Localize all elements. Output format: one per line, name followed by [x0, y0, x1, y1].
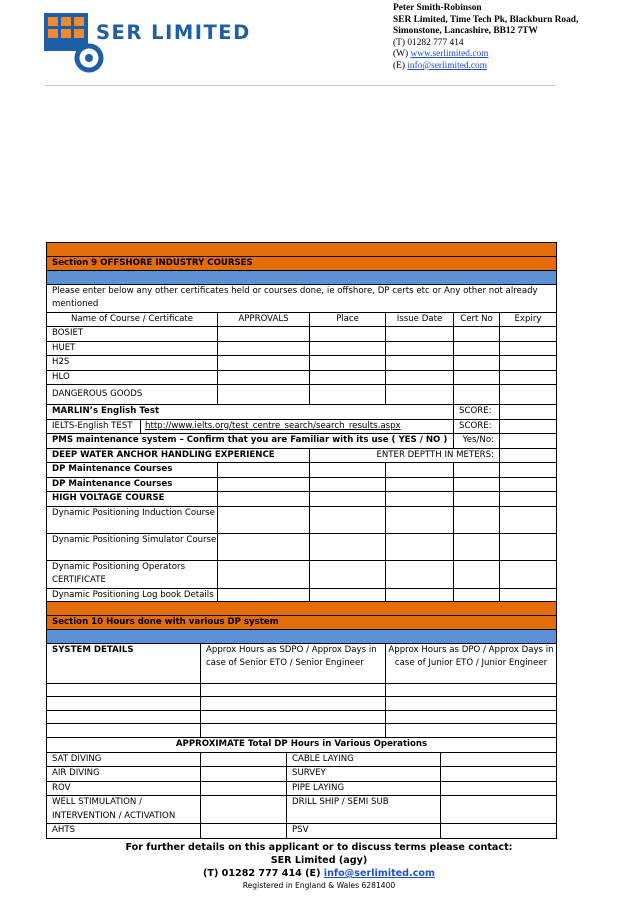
table-row — [47, 385, 557, 405]
section-10-table — [46, 601, 557, 738]
row-label-pms: PMS maintenance system – Confirm that you are Familiar with its use ( YES / NO ) — [47, 434, 454, 449]
issue-date-field[interactable] — [386, 463, 454, 478]
table-row — [47, 767, 557, 782]
expiry-field[interactable] — [500, 356, 557, 371]
approvals-field[interactable] — [218, 356, 310, 371]
expiry-field[interactable] — [500, 327, 557, 342]
issue-date-field[interactable] — [386, 385, 454, 405]
approvals-field[interactable] — [218, 327, 310, 342]
approvals-field[interactable] — [218, 506, 310, 533]
issue-date-field[interactable] — [386, 477, 454, 492]
operations-title: APPROXIMATE Total DP Hours in Various Operations — [47, 738, 557, 753]
place-field[interactable] — [310, 463, 386, 478]
footer-line-1: For further details on this applicant or to discuss terms please contact: — [125, 842, 513, 853]
op-label: AHTS — [47, 824, 201, 839]
row-label-dp-maintenance-2: DP Maintenance Courses — [47, 477, 218, 492]
op-hours-field[interactable] — [201, 796, 287, 824]
op-label: WELL STIMULATION / INTERVENTION / ACTIVATION — [47, 796, 201, 824]
footer-email-link[interactable]: info@serlimited.com — [323, 868, 435, 879]
approvals-field[interactable] — [218, 463, 310, 478]
issue-date-field[interactable] — [386, 492, 454, 507]
table-row — [47, 477, 557, 492]
phone-line: (T) 01282 777 414 — [393, 37, 464, 48]
op-label: PIPE LAYING — [287, 781, 441, 796]
op-label: AIR DIVING — [47, 767, 201, 782]
sdpo-hours-field[interactable] — [201, 683, 386, 697]
op-hours-field[interactable] — [441, 824, 557, 839]
email-link[interactable]: info@serlimited.com — [407, 60, 488, 71]
col-system-details: SYSTEM DETAILS — [47, 643, 201, 683]
expiry-field[interactable] — [500, 506, 557, 533]
web-link[interactable]: www.serlimited.com — [410, 49, 489, 60]
issue-date-field[interactable] — [386, 356, 454, 371]
web-prefix: (W) — [393, 49, 411, 60]
system-field[interactable] — [47, 710, 201, 724]
row-label-hlo: HLO — [47, 370, 218, 385]
op-hours-field[interactable] — [201, 824, 287, 839]
depth-field[interactable] — [500, 448, 557, 463]
row-label-marlin: MARLIN’s English Test — [47, 405, 454, 420]
place-field[interactable] — [310, 506, 386, 533]
sdpo-hours-field[interactable] — [201, 710, 386, 724]
section-9-table — [46, 242, 557, 616]
table-row — [47, 419, 557, 434]
table-row — [47, 724, 557, 738]
table-row — [47, 492, 557, 507]
header-contact — [393, 3, 578, 73]
approvals-field[interactable] — [218, 533, 310, 560]
table-row — [47, 356, 557, 371]
op-label: CABLE LAYING — [287, 752, 441, 767]
system-field[interactable] — [47, 683, 201, 697]
system-field[interactable] — [47, 697, 201, 711]
expiry-field[interactable] — [500, 385, 557, 405]
op-hours-field[interactable] — [201, 752, 287, 767]
issue-date-field[interactable] — [386, 341, 454, 356]
dwah-depth-label: ENTER DEPTTH IN METERS: — [310, 448, 500, 463]
section-9-header — [47, 256, 557, 271]
dpo-hours-field[interactable] — [386, 724, 557, 738]
table-row — [47, 560, 557, 588]
table-row — [47, 824, 557, 839]
row-label-huet: HUET — [47, 341, 218, 356]
marlin-score-label: SCORE: — [454, 405, 500, 420]
expiry-field[interactable] — [500, 370, 557, 385]
row-label-bosiet: BOSIET — [47, 327, 218, 342]
ielts-link[interactable]: http://www.ielts.org/test_centre_search/search_results.aspx — [145, 420, 401, 431]
expiry-field[interactable] — [500, 492, 557, 507]
table-row — [47, 506, 557, 533]
table-row — [47, 434, 557, 449]
col-dpo-hours: Approx Hours as DPO / Approx Days in case of Junior ETO / Junior Engineer — [386, 643, 557, 683]
approvals-field[interactable] — [218, 560, 310, 588]
footer-phone: (T) 01282 777 414 (E) — [203, 868, 324, 879]
section-10-title: Section 10 Hours done with various DP system — [47, 615, 557, 630]
issue-date-field[interactable] — [386, 370, 454, 385]
email-line — [393, 61, 578, 73]
cert-no-field[interactable] — [454, 506, 500, 533]
column-headers — [47, 312, 557, 327]
op-hours-field[interactable] — [441, 796, 557, 824]
column-headers — [47, 643, 557, 683]
approvals-field[interactable] — [218, 477, 310, 492]
op-hours-field[interactable] — [441, 767, 557, 782]
sdpo-hours-field[interactable] — [201, 697, 386, 711]
place-field[interactable] — [310, 492, 386, 507]
expiry-field[interactable] — [500, 560, 557, 588]
issue-date-field[interactable] — [386, 560, 454, 588]
dpo-hours-field[interactable] — [386, 710, 557, 724]
web-line — [393, 49, 578, 61]
place-field[interactable] — [310, 370, 386, 385]
section-10-header — [47, 615, 557, 630]
issue-date-field[interactable] — [386, 506, 454, 533]
section-9-title: Section 9 OFFSHORE INDUSTRY COURSES — [47, 256, 557, 271]
row-label-high-voltage: HIGH VOLTAGE COURSE — [47, 492, 218, 507]
section-divider — [47, 602, 557, 616]
header-divider — [45, 85, 556, 86]
place-field[interactable] — [310, 533, 386, 560]
table-row — [47, 327, 557, 342]
address-line-1: SER Limited, Time Tech Pk, Blackburn Road, — [393, 14, 579, 25]
table-row — [47, 796, 557, 824]
table-row — [47, 405, 557, 420]
table-row — [47, 448, 557, 463]
company-logo — [44, 13, 259, 75]
blue-bar — [47, 271, 557, 285]
logo-mark-icon — [44, 13, 104, 75]
place-field[interactable] — [310, 477, 386, 492]
row-label-ielts: IELTS-English TEST — [47, 420, 141, 434]
row-label-dp-logbook: Dynamic Positioning Log book Details — [47, 588, 218, 615]
sdpo-hours-field[interactable] — [201, 724, 386, 738]
cert-no-field[interactable] — [454, 385, 500, 405]
address-line-2: Simonstone, Lancashire, BB12 7TW — [393, 26, 538, 37]
place-field[interactable] — [310, 327, 386, 342]
col-issue-date: Issue Date — [386, 312, 454, 327]
expiry-field[interactable] — [500, 341, 557, 356]
operations-table — [46, 737, 557, 839]
op-label: SURVEY — [287, 767, 441, 782]
expiry-field[interactable] — [500, 463, 557, 478]
col-course-name: Name of Course / Certificate — [47, 312, 218, 327]
approvals-field[interactable] — [218, 370, 310, 385]
cert-no-field[interactable] — [454, 341, 500, 356]
table-row — [47, 697, 557, 711]
place-field[interactable] — [310, 356, 386, 371]
cert-no-field[interactable] — [454, 356, 500, 371]
ielts-score-label: SCORE: — [454, 419, 500, 434]
approvals-field[interactable] — [218, 492, 310, 507]
place-field[interactable] — [310, 560, 386, 588]
dpo-hours-field[interactable] — [386, 697, 557, 711]
marlin-score-field[interactable] — [500, 405, 557, 420]
cert-no-field[interactable] — [454, 370, 500, 385]
row-label-dwah: DEEP WATER ANCHOR HANDLING EXPERIENCE — [47, 448, 310, 463]
footer-line-2: SER Limited (agy) — [270, 855, 368, 866]
table-row — [47, 463, 557, 478]
approvals-field[interactable] — [218, 341, 310, 356]
row-label-dp-maintenance-1: DP Maintenance Courses — [47, 463, 218, 478]
issue-date-field[interactable] — [386, 533, 454, 560]
cert-no-field[interactable] — [454, 477, 500, 492]
footer-line-3 — [0, 868, 638, 879]
blue-bar — [47, 630, 557, 644]
table-row — [47, 341, 557, 356]
pms-answer-field[interactable] — [500, 434, 557, 449]
op-label: SAT DIVING — [47, 752, 201, 767]
system-field[interactable] — [47, 724, 201, 738]
cert-no-field[interactable] — [454, 560, 500, 588]
expiry-field[interactable] — [500, 533, 557, 560]
issue-date-field[interactable] — [386, 327, 454, 342]
col-cert-no: Cert No — [454, 312, 500, 327]
op-label: PSV — [287, 824, 441, 839]
cert-no-field[interactable] — [454, 492, 500, 507]
table-row — [47, 752, 557, 767]
col-expiry: Expiry — [500, 312, 557, 327]
op-hours-field[interactable] — [201, 767, 287, 782]
expiry-field[interactable] — [500, 477, 557, 492]
cert-no-field[interactable] — [454, 463, 500, 478]
section-9-intro: Please enter below any other certificates held or courses done, ie offshore, DP certs etc or Any other not already mentioned — [47, 284, 557, 312]
approvals-field[interactable] — [218, 385, 310, 405]
contact-name: Peter Smith-Robinson — [393, 3, 482, 13]
email-prefix: (E) — [393, 60, 408, 71]
op-hours-field[interactable] — [201, 781, 287, 796]
col-sdpo-hours: Approx Hours as SDPO / Approx Days in case of Senior ETO / Senior Engineer — [201, 643, 386, 683]
cert-no-field[interactable] — [454, 533, 500, 560]
ielts-score-field[interactable] — [500, 419, 557, 434]
section-divider — [47, 243, 557, 257]
table-row — [47, 710, 557, 724]
op-label: ROV — [47, 781, 201, 796]
cert-no-field[interactable] — [454, 327, 500, 342]
row-label-dp-induction: Dynamic Positioning Induction Course — [47, 506, 218, 533]
table-row — [47, 781, 557, 796]
col-place: Place — [310, 312, 386, 327]
op-label: DRILL SHIP / SEMI SUB — [287, 796, 441, 824]
place-field[interactable] — [310, 341, 386, 356]
table-row — [47, 683, 557, 697]
dpo-hours-field[interactable] — [386, 683, 557, 697]
row-label-dangerous-goods: DANGEROUS GOODS — [47, 385, 218, 405]
op-hours-field[interactable] — [441, 781, 557, 796]
col-approvals: APPROVALS — [218, 312, 310, 327]
pms-answer-label: Yes/No: — [454, 434, 500, 449]
logo-text: SER LIMITED — [96, 21, 251, 44]
op-hours-field[interactable] — [441, 752, 557, 767]
table-row — [47, 533, 557, 560]
row-label-dp-operators: Dynamic Positioning Operators CERTIFICATE — [47, 560, 218, 588]
table-row — [47, 370, 557, 385]
place-field[interactable] — [310, 385, 386, 405]
footer-registration: Registered in England & Wales 6281400 — [242, 881, 396, 890]
row-label-h2s: H2S — [47, 356, 218, 371]
row-label-dp-simulator: Dynamic Positioning Simulator Course — [47, 533, 218, 560]
